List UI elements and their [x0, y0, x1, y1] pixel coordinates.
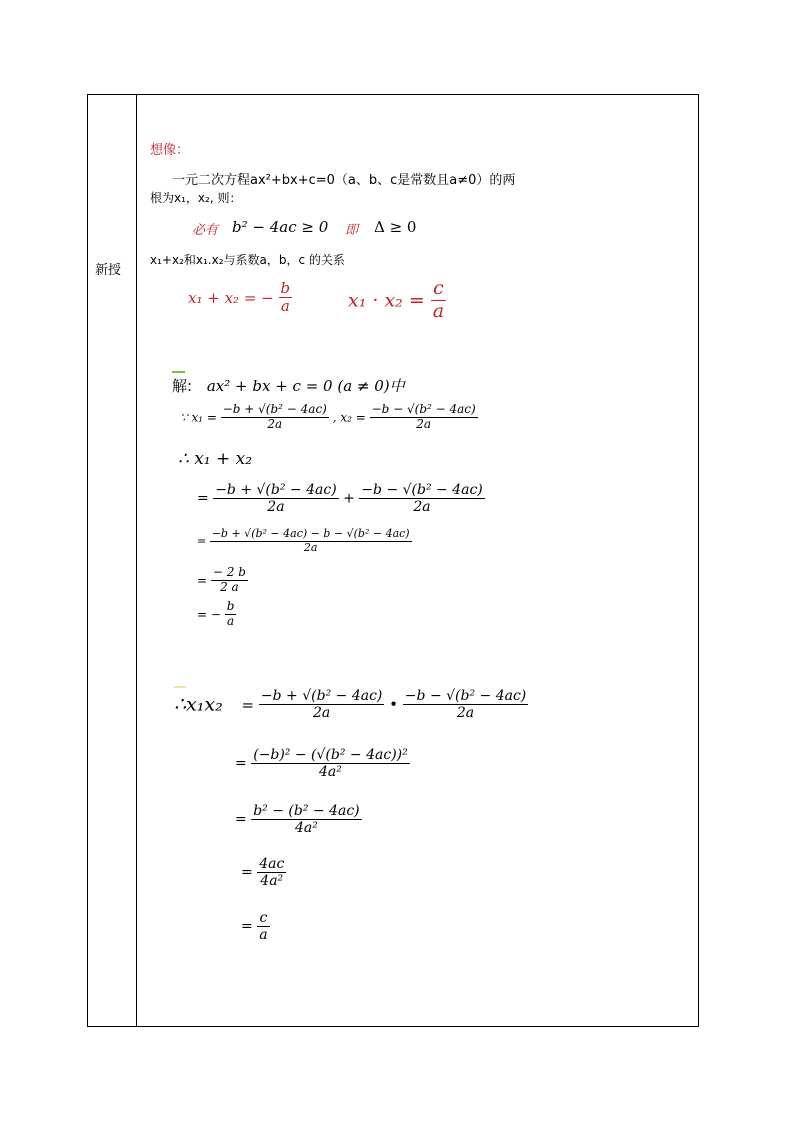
solution-header — [172, 375, 405, 396]
eq-sign: = — [235, 811, 247, 828]
therefore-prod: ∴x₁x₂ — [174, 693, 223, 716]
sum-step-1 — [197, 482, 485, 515]
solution-equation: ax² + bx + c = 0 (a ≠ 0)中 — [206, 377, 405, 395]
prod-step3-frac — [251, 803, 361, 836]
prod-step5-frac — [257, 910, 269, 943]
prod-step1-den-b: 2a — [456, 705, 475, 722]
sum-step1-den-b: 2a — [413, 499, 431, 516]
prod-step4-den: 4a² — [260, 873, 284, 890]
product-step-1 — [174, 688, 528, 721]
prod-step2-num: (−b)² − (√(b² − 4ac))² — [253, 747, 408, 763]
product-step-4 — [241, 856, 286, 889]
vieta-prod-den: a — [432, 299, 445, 322]
prod-step1-frac-b — [403, 688, 528, 721]
intro-line-1: 一元二次方程ax²+bx+c=0（a、b、c是常数且a≠0）的两 — [172, 173, 516, 188]
eq-sign: = — [235, 755, 247, 772]
must-have-label: 必有 — [192, 223, 219, 238]
prod-step1-num-a: −b + √(b² − 4ac) — [260, 688, 383, 704]
vieta-prod-fraction — [431, 278, 446, 323]
vieta-product — [348, 278, 446, 323]
side-label: 新授 — [95, 263, 122, 278]
prod-step5-den: a — [259, 927, 268, 944]
vieta-sum — [188, 280, 292, 316]
sum-step3-num: − 2 b — [212, 565, 246, 579]
sum-step-2 — [197, 528, 412, 554]
prod-step5-num: c — [257, 910, 269, 927]
vieta-sum-lhs: x₁ + x₂ = − — [188, 288, 274, 307]
x2-fraction — [370, 403, 478, 432]
prod-step1-num-b: −b − √(b² − 4ac) — [404, 688, 527, 704]
prod-step1-frac-a — [259, 688, 384, 721]
sum-step-4 — [197, 600, 236, 629]
jie-label: 解: — [172, 377, 193, 395]
product-step-2 — [235, 747, 410, 780]
sum-step4-frac — [225, 600, 237, 629]
eq-sign: = — [197, 573, 208, 588]
plus-sign: + — [343, 490, 355, 507]
column-divider — [136, 94, 137, 1027]
eq-sign: = — [241, 918, 253, 935]
because-x1: ∵ x₁ = — [180, 410, 217, 425]
prod-step1-den-a: 2a — [313, 705, 331, 722]
vieta-prod-lhs: x₁ · x₂ = — [348, 289, 425, 312]
sum-step-3 — [197, 566, 248, 595]
step4-prefix: = − — [197, 607, 221, 622]
vieta-sum-num: b — [280, 279, 291, 297]
prod-step3-num: b² − (b² − 4ac) — [253, 803, 360, 819]
sum-step1-den-a: 2a — [267, 499, 285, 516]
prod-step2-den: 4a² — [319, 764, 342, 781]
x1-fraction — [221, 403, 329, 432]
sum-step4-num: b — [226, 599, 235, 613]
sum-step2-den: 2a — [303, 540, 318, 554]
delta-condition: Δ ≥ 0 — [374, 218, 417, 236]
prod-step4-frac — [257, 856, 286, 889]
heading: 想像： — [150, 143, 190, 158]
eq-sign: = — [241, 695, 255, 714]
x2-den: 2a — [416, 416, 432, 431]
eq-sign: = — [197, 534, 207, 548]
vieta-prod-num: c — [431, 278, 446, 301]
sum-step2-num: −b + √(b² − 4ac) − b − √(b² − 4ac) — [211, 527, 410, 540]
sum-step2-frac — [210, 528, 412, 554]
x2-num: −b − √(b² − 4ac) — [371, 402, 476, 416]
sum-step1-num-b: −b − √(b² − 4ac) — [361, 482, 483, 498]
product-step-3 — [235, 803, 362, 836]
intro-line-2: 根为x₁，x₂, 则： — [150, 191, 242, 205]
eq-sign: = — [241, 864, 253, 881]
vieta-sum-fraction — [279, 280, 293, 316]
prod-step2-frac — [251, 747, 410, 780]
x2-label: , x₂ = — [332, 410, 366, 425]
sum-step3-frac — [211, 566, 248, 595]
vieta-sum-den: a — [280, 297, 290, 316]
dot-sign: • — [389, 695, 399, 714]
sum-step4-den: a — [227, 613, 235, 628]
sum-step1-num-a: −b + √(b² − 4ac) — [215, 482, 337, 498]
product-step-5 — [241, 910, 270, 943]
prod-step4-num: 4ac — [259, 856, 285, 872]
prod-step3-den: 4a² — [294, 820, 318, 837]
x1-den: 2a — [267, 416, 283, 431]
ji-label: 即 — [345, 223, 359, 238]
x1-num: −b + √(b² − 4ac) — [222, 402, 327, 416]
green-marker — [172, 371, 185, 373]
sum-step1-frac-a — [213, 482, 338, 515]
eq-sign: = — [197, 490, 209, 507]
sum-step1-frac-b — [359, 482, 484, 515]
roots-line — [180, 403, 478, 432]
discriminant-condition: b² − 4ac ≥ 0 — [232, 218, 329, 236]
therefore-sum: ∴ x₁ + x₂ — [178, 449, 253, 469]
sum-step3-den: 2 a — [220, 579, 239, 594]
relation-line: x₁+x₂和x₁.x₂与系数a，b，c 的关系 — [150, 253, 345, 267]
